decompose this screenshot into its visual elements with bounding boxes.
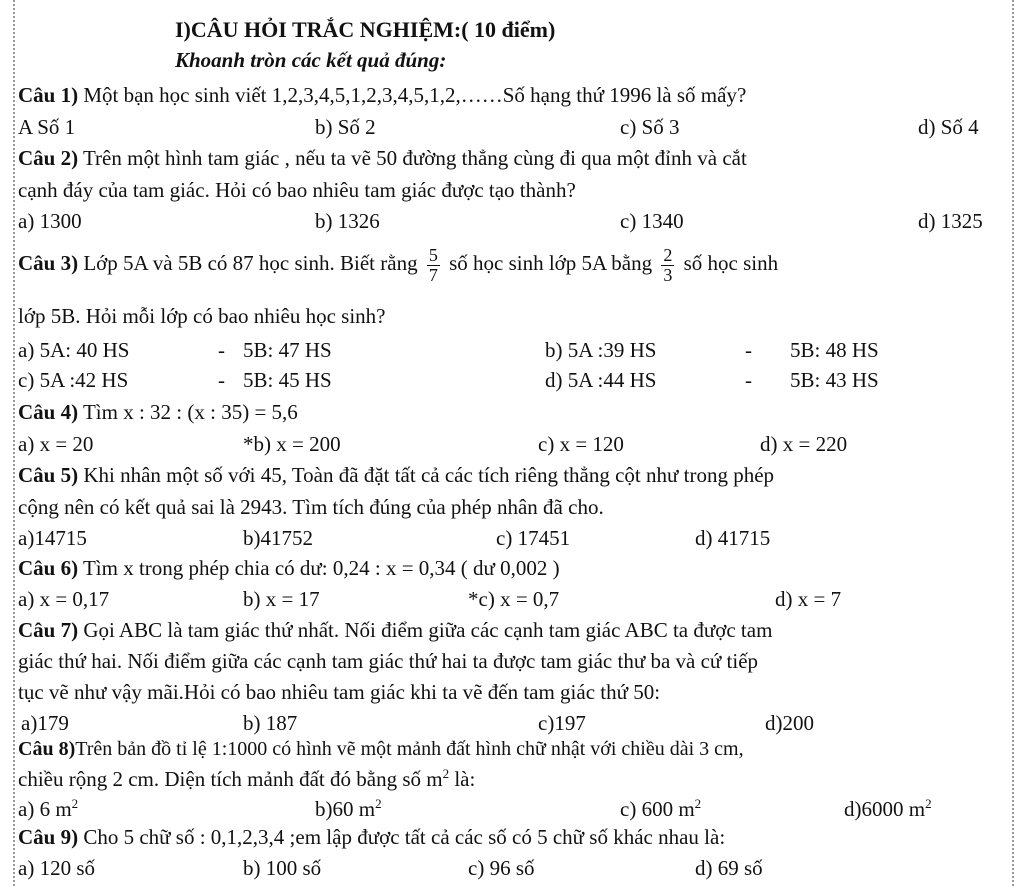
q5-option-b[interactable]: b)41752 [243, 526, 313, 550]
q3-option-b-dash: - [745, 338, 752, 362]
question-2 [18, 148, 747, 169]
question-7 [18, 620, 772, 641]
q6-option-d[interactable]: d) x = 7 [775, 587, 842, 611]
question-5-cont: cộng nên có kết quả sai là 2943. Tìm tích đúng của phép nhân đã cho. [18, 495, 604, 519]
question-text: Gọi ABC là tam giác thứ nhất. Nối điểm giữa các cạnh tam giác ABC ta được tam [78, 618, 773, 642]
question-2-cont: cạnh đáy của tam giác. Hỏi có bao nhiêu tam giác được tạo thành? [18, 178, 576, 202]
section-title: I)CÂU HỎI TRẮC NGHIỆM:( 10 điểm) [175, 17, 556, 42]
question-label: Câu 2) [18, 146, 79, 170]
q3-option-c[interactable]: c) 5A :42 HS [18, 368, 129, 392]
question-label: Câu 5) [18, 463, 79, 487]
question-6 [18, 558, 560, 579]
question-4 [18, 402, 298, 423]
question-1 [18, 85, 746, 106]
question-label: Câu 1) [18, 83, 79, 107]
q7-option-c[interactable]: c)197 [538, 711, 586, 735]
q6-option-c[interactable]: *c) x = 0,7 [468, 587, 560, 611]
question-7-cont2: tục vẽ như vậy mãi.Hỏi có bao nhiêu tam giác khi ta vẽ đến tam giác thứ 50: [18, 680, 661, 704]
q7-option-b[interactable]: b) 187 [243, 711, 298, 735]
question-5 [18, 465, 774, 486]
q3-option-b-5b: 5B: 48 HS [790, 338, 879, 362]
question-text: Lớp 5A và 5B có 87 học sinh. Biết rằng [78, 251, 418, 276]
question-7-cont1: giác thứ hai. Nối điểm giữa các cạnh tam giác thứ hai ta được tam giác thư ba và cứ tiếp [18, 649, 759, 673]
q3-option-c-5b: 5B: 45 HS [243, 368, 332, 392]
q3-option-a[interactable]: a) 5A: 40 HS [18, 338, 130, 362]
section-instruction: Khoanh tròn các kết quả đúng: [175, 48, 447, 72]
question-text: Tìm x trong phép chia có dư: 0,24 : x = 0,34 ( dư 0,002 ) [78, 556, 560, 580]
question-label: Câu 7) [18, 618, 79, 642]
question-label: Câu 8) [18, 738, 76, 760]
q2-option-c[interactable]: c) 1340 [620, 209, 684, 233]
q1-option-b[interactable]: b) Số 2 [315, 115, 376, 139]
question-9 [18, 827, 725, 848]
q3-option-b[interactable]: b) 5A :39 HS [545, 338, 657, 362]
q9-option-b[interactable]: b) 100 số [243, 856, 322, 880]
q2-option-d[interactable]: d) 1325 [918, 209, 983, 233]
q6-option-b[interactable]: b) x = 17 [243, 587, 320, 611]
question-3: Câu 3) Lớp 5A và 5B có 87 học sinh. Biết rằng $\frac{5}{7}$ số học sinh lớp 5A bằng $\frac{2}{3}$ số học sinh [18, 245, 779, 285]
question-text: Trên một hình tam giác , nếu ta vẽ 50 đường thẳng cùng đi qua một đỉnh và cắt [78, 146, 747, 170]
q3-option-a-5b: 5B: 47 HS [243, 338, 332, 362]
question-label: Câu 9) [18, 825, 79, 849]
question-8-cont: chiều rộng 2 cm. Diện tích mảnh đất đó bằng số $m^2$ là: [18, 766, 476, 791]
q2-option-a[interactable]: a) 1300 [18, 209, 82, 233]
question-3-cont: lớp 5B. Hỏi mỗi lớp có bao nhiêu học sinh? [18, 304, 386, 328]
q1-option-a[interactable]: A Số 1 [18, 115, 76, 139]
q5-option-d[interactable]: d) 41715 [695, 526, 771, 550]
q1-option-c[interactable]: c) Số 3 [620, 115, 680, 139]
q6-option-a[interactable]: a) x = 0,17 [18, 587, 110, 611]
question-text: Khi nhân một số với 45, Toàn đã đặt tất cả các tích riêng thẳng cột như trong phép [78, 463, 775, 487]
question-label: Câu 4) [18, 400, 79, 424]
q3-option-d-dash: - [745, 368, 752, 392]
q4-option-b[interactable]: *b) x = 200 [243, 432, 341, 456]
q3-option-d-5b: 5B: 43 HS [790, 368, 879, 392]
question-text: Một bạn học sinh viết 1,2,3,4,5,1,2,3,4,5,1,2,……Số hạng thứ 1996 là số mấy? [78, 83, 747, 107]
q7-option-a[interactable]: a)179 [21, 711, 69, 735]
q1-option-d[interactable]: d) Số 4 [918, 115, 979, 139]
q8-option-b[interactable]: b)60 $m^2$ [315, 796, 382, 821]
q7-option-d[interactable]: d)200 [765, 711, 814, 735]
question-text: Cho 5 chữ số : 0,1,2,3,4 ;em lập được tất cả các số có 5 chữ số khác nhau là: [78, 825, 726, 849]
page-margin-left [13, 0, 15, 886]
question-label: Câu 6) [18, 556, 79, 580]
q8-option-d[interactable]: d)6000 $m^2$ [844, 796, 932, 821]
question-text: Tìm x : 32 : (x : 35) = 5,6 [78, 400, 298, 424]
q9-option-c[interactable]: c) 96 số [468, 856, 535, 880]
question-8 [18, 739, 744, 759]
q5-option-a[interactable]: a)14715 [18, 526, 87, 550]
q3-option-c-dash: - [218, 368, 225, 392]
q8-option-a[interactable]: a) 6 $m^2$ [18, 796, 79, 821]
fraction-five-sevenths: $\frac{5}{7}$ [428, 245, 438, 285]
q3-option-a-dash: - [218, 338, 225, 362]
question-text: Trên bản đồ tỉ lệ 1:1000 có hình vẽ một mảnh đất hình chữ nhật với chiều dài 3 cm, [75, 738, 744, 760]
q4-option-c[interactable]: c) x = 120 [538, 432, 624, 456]
q9-option-a[interactable]: a) 120 số [18, 856, 95, 880]
question-label: Câu 3) [18, 251, 79, 276]
q2-option-b[interactable]: b) 1326 [315, 209, 380, 233]
q9-option-d[interactable]: d) 69 số [695, 856, 763, 880]
page-margin-right [1012, 0, 1014, 886]
q4-option-a[interactable]: a) x = 20 [18, 432, 94, 456]
q4-option-d[interactable]: d) x = 220 [760, 432, 848, 456]
q3-option-d[interactable]: d) 5A :44 HS [545, 368, 657, 392]
q5-option-c[interactable]: c) 17451 [496, 526, 571, 550]
q8-option-c[interactable]: c) 600 $m^2$ [620, 796, 702, 821]
fraction-two-thirds: $\frac{2}{3}$ [663, 245, 673, 285]
